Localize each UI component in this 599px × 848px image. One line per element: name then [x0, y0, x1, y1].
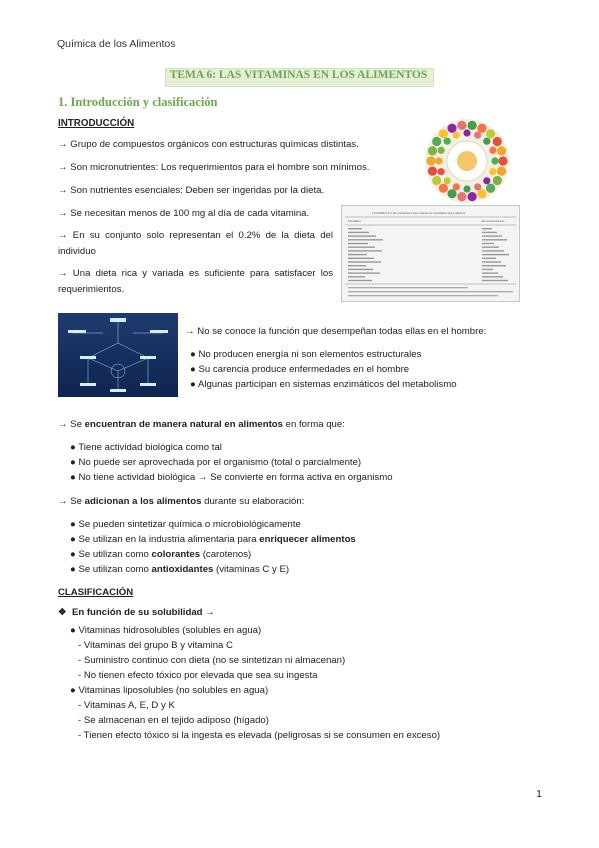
added-bullet: ● Se pueden sintetizar química o microbiológicamente — [70, 519, 301, 530]
added-bullet: ● Se utilizan como antioxidantes (vitaminas C y E) — [70, 564, 290, 575]
intro-line: → En su conjunto solo representan el 0.2% de la dieta del individuo — [58, 230, 333, 257]
natural-bullet: ● No puede ser aprovechada por el organismo (total o parcialmente) — [70, 457, 362, 468]
page-title: TEMA 6: LAS VITAMINAS EN LOS ALIMENTOS — [169, 69, 428, 81]
added-bullet: ● Se utilizan como colorantes (carotenos) — [70, 549, 252, 560]
natural-bullet: ● No tiene actividad biológica → Se convierte en forma activa en organismo — [70, 472, 393, 483]
hydro-item: - Vitaminas del grupo B y vitamina C — [78, 640, 233, 651]
lipo-item: - Vitaminas A, E, D y K — [78, 700, 175, 711]
page-number: 1 — [536, 788, 542, 800]
added-bullet: ● Se utilizan en la industria alimentaria para enriquecer alimentos — [70, 534, 356, 545]
function-intro: → No se conoce la función que desempeñan todas ellas en el hombre: — [185, 326, 487, 337]
intro-heading: INTRODUCCIÓN — [58, 118, 135, 129]
intro-line: → Grupo de compuestos orgánicos con estructuras químicas distintas. — [58, 139, 359, 150]
solubility-line: ❖ En función de su solubilidad → — [58, 607, 215, 618]
vitamin-table-image — [341, 205, 520, 302]
added-line: → Se adicionan a los alimentos durante su elaboración: — [58, 496, 305, 507]
table-image-heading: CUADRO 6.1 Recomendaciones diarias de vitaminas para adultos — [372, 211, 466, 215]
function-bullet: ● Algunas participan en sistemas enzimáticos del metabolismo — [190, 379, 457, 390]
natural-bullet: ● Tiene actividad biológica como tal — [70, 442, 222, 453]
intro-line: → Son nutrientes esenciales: Deben ser ingeridas por la dieta. — [58, 185, 325, 196]
section-heading: 1. Introducción y clasificación — [58, 95, 218, 109]
hydro-bullet: ● Vitaminas hidrosolubles (solubles en agua) — [70, 625, 262, 636]
lipo-item: - Se almacenan en el tejido adiposo (hígado) — [78, 715, 269, 726]
metabolism-diagram-image — [58, 313, 178, 397]
classification-heading: CLASIFICACIÓN — [58, 587, 134, 598]
hydro-item: - No tienen efecto tóxico por elevada que sea su ingesta — [78, 670, 318, 681]
vitamin-wheel-image — [424, 118, 510, 204]
function-bullet: ● Su carencia produce enfermedades en el hombre — [190, 364, 410, 375]
running-header: Química de los Alimentos — [57, 38, 176, 50]
table-image-col: Vitamina — [348, 219, 361, 223]
intro-line: → Una dieta rica y variada es suficiente para satisfacer los requerimientos. — [58, 268, 333, 295]
lipo-item: - Tienen efecto tóxico si la ingesta es elevada (peligrosas si se consumen en exceso) — [78, 730, 441, 741]
hydro-item: - Suministro continuo con dieta (no se sintetizan ni almacenan) — [78, 655, 346, 666]
natural-line: → Se encuentran de manera natural en alimentos en forma que: — [58, 419, 345, 430]
intro-line: → Son micronutrientes: Los requerimientos para el hombre son mínimos. — [58, 162, 370, 173]
table-image-col: Recomendación — [482, 219, 505, 223]
intro-line: → Se necesitan menos de 100 mg al día de cada vitamina. — [58, 208, 310, 219]
lipo-bullet: ● Vitaminas liposolubles (no solubles en agua) — [70, 685, 269, 696]
function-bullet: ● No producen energía ni son elementos estructurales — [190, 349, 422, 360]
